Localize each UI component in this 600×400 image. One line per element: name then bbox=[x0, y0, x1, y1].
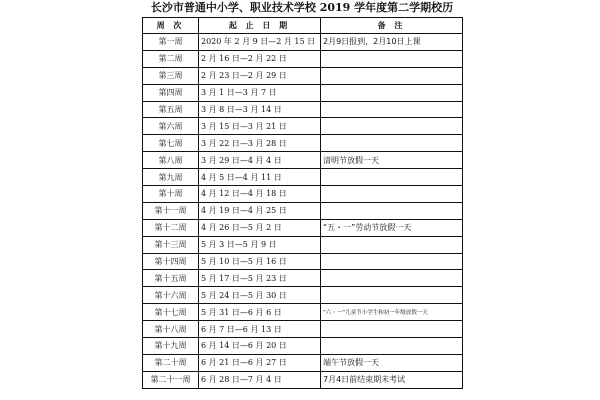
table-row bbox=[143, 67, 463, 84]
table-row bbox=[143, 338, 463, 355]
week-cell: 第二周 bbox=[143, 50, 199, 67]
table-row bbox=[143, 152, 463, 169]
week-cell: 第十一周 bbox=[143, 202, 199, 219]
table-row bbox=[143, 169, 463, 186]
dates-cell: 3 月 22 日—3 月 28 日 bbox=[199, 135, 321, 152]
week-cell: 第九周 bbox=[143, 169, 199, 186]
dates-cell: 3 月 29 日—4 月 4 日 bbox=[199, 152, 321, 169]
table-row bbox=[143, 287, 463, 304]
dates-cell: 5 月 24 日—5 月 30 日 bbox=[199, 287, 321, 304]
table-row bbox=[143, 118, 463, 135]
note-cell bbox=[321, 287, 463, 304]
note-cell bbox=[321, 67, 463, 84]
note-cell bbox=[321, 253, 463, 270]
school-calendar-page bbox=[142, 0, 462, 400]
week-cell: 第十九周 bbox=[143, 338, 199, 355]
week-cell: 第一周 bbox=[143, 34, 199, 51]
note-cell: 端午节放假一天 bbox=[321, 354, 463, 371]
table-row bbox=[143, 253, 463, 270]
table-row bbox=[143, 219, 463, 236]
dates-cell: 5 月 3 日—5 月 9 日 bbox=[199, 236, 321, 253]
dates-cell: 6 月 21 日—6 月 27 日 bbox=[199, 354, 321, 371]
note-cell bbox=[321, 338, 463, 355]
note-cell: 7月4日前结束期末考试 bbox=[321, 371, 463, 388]
week-cell: 第十三周 bbox=[143, 236, 199, 253]
page-title: 长沙市普通中小学、职业技术学校 2019 学年度第二学期校历 bbox=[150, 1, 454, 14]
dates-cell: 4 月 5 日—4 月 11 日 bbox=[199, 169, 321, 186]
week-cell: 第三周 bbox=[143, 67, 199, 84]
header-week: 周 次 bbox=[143, 18, 199, 34]
note-cell bbox=[321, 135, 463, 152]
week-cell: 第十五周 bbox=[143, 270, 199, 287]
week-cell: 第十八周 bbox=[143, 321, 199, 338]
table-row bbox=[143, 34, 463, 51]
dates-cell: 5 月 17 日—5 月 23 日 bbox=[199, 270, 321, 287]
dates-cell: 4 月 12 日—4 月 18 日 bbox=[199, 186, 321, 203]
note-cell bbox=[321, 270, 463, 287]
dates-cell: 2 月 16 日—2 月 22 日 bbox=[199, 50, 321, 67]
dates-cell: 3 月 15 日—3 月 21 日 bbox=[199, 118, 321, 135]
note-cell bbox=[321, 118, 463, 135]
week-cell: 第十周 bbox=[143, 186, 199, 203]
note-cell bbox=[321, 236, 463, 253]
calendar-rows bbox=[143, 34, 463, 389]
note-cell: “五・一”劳动节放假一天 bbox=[321, 219, 463, 236]
week-cell: 第二十一周 bbox=[143, 371, 199, 388]
week-cell: 第七周 bbox=[143, 135, 199, 152]
note-cell bbox=[321, 101, 463, 118]
week-cell: 第十四周 bbox=[143, 253, 199, 270]
dates-cell: 6 月 7 日—6 月 13 日 bbox=[199, 321, 321, 338]
table-row bbox=[143, 371, 463, 388]
table-row bbox=[143, 50, 463, 67]
table-row bbox=[143, 236, 463, 253]
dates-cell: 5 月 31 日—6 月 6 日 bbox=[199, 304, 321, 321]
note-cell bbox=[321, 84, 463, 101]
table-row bbox=[143, 186, 463, 203]
dates-cell: 4 月 19 日—4 月 25 日 bbox=[199, 202, 321, 219]
table-row bbox=[143, 135, 463, 152]
week-cell: 第十二周 bbox=[143, 219, 199, 236]
week-cell: 第四周 bbox=[143, 84, 199, 101]
calendar-table bbox=[142, 17, 463, 389]
table-row bbox=[143, 321, 463, 338]
dates-cell: 3 月 8 日—3 月 14 日 bbox=[199, 101, 321, 118]
note-cell: 2月9日报到，2月10日上课 bbox=[321, 34, 463, 51]
week-cell: 第十七周 bbox=[143, 304, 199, 321]
dates-cell: 2020 年 2 月 9 日—2 月 15 日 bbox=[199, 34, 321, 51]
table-row bbox=[143, 304, 463, 321]
header-dates: 起 止 日 期 bbox=[199, 18, 321, 34]
week-cell: 第五周 bbox=[143, 101, 199, 118]
week-cell: 第二十周 bbox=[143, 354, 199, 371]
dates-cell: 5 月 10 日—5 月 16 日 bbox=[199, 253, 321, 270]
note-cell bbox=[321, 169, 463, 186]
dates-cell: 6 月 28 日—7 月 4 日 bbox=[199, 371, 321, 388]
table-row bbox=[143, 270, 463, 287]
header-row bbox=[143, 18, 463, 34]
table-row bbox=[143, 354, 463, 371]
note-cell: “六・一”儿童节小学生和初一年级放假一天 bbox=[321, 304, 463, 321]
note-cell bbox=[321, 321, 463, 338]
week-cell: 第十六周 bbox=[143, 287, 199, 304]
dates-cell: 6 月 14 日—6 月 20 日 bbox=[199, 338, 321, 355]
header-notes: 备 注 bbox=[321, 18, 463, 34]
note-cell bbox=[321, 202, 463, 219]
week-cell: 第六周 bbox=[143, 118, 199, 135]
note-cell bbox=[321, 186, 463, 203]
note-cell bbox=[321, 50, 463, 67]
week-cell: 第八周 bbox=[143, 152, 199, 169]
dates-cell: 3 月 1 日—3 月 7 日 bbox=[199, 84, 321, 101]
table-row bbox=[143, 202, 463, 219]
note-cell: 清明节放假一天 bbox=[321, 152, 463, 169]
table-row bbox=[143, 101, 463, 118]
dates-cell: 2 月 23 日—2 月 29 日 bbox=[199, 67, 321, 84]
table-row bbox=[143, 84, 463, 101]
dates-cell: 4 月 26 日—5 月 2 日 bbox=[199, 219, 321, 236]
